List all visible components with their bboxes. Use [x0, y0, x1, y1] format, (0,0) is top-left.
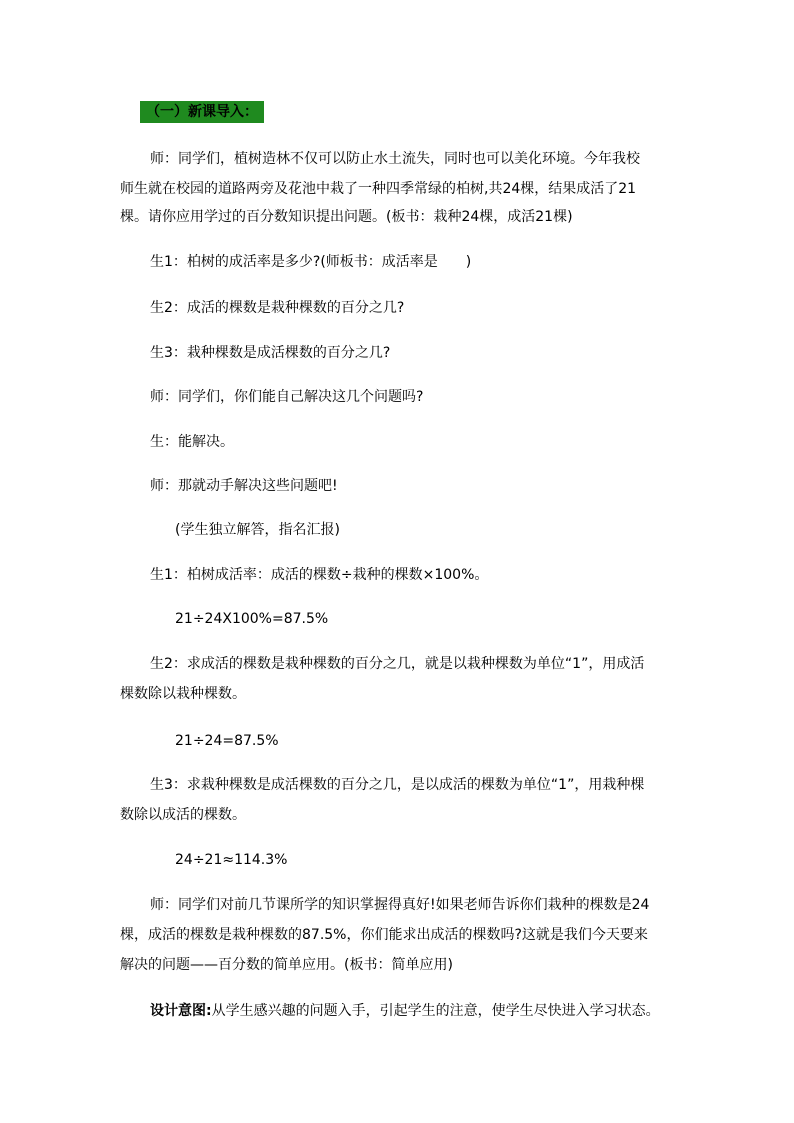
student-2-answer-line-2: 棵数除以栽种棵数。 [120, 686, 246, 702]
design-intent-text: 从学生感兴趣的问题入手，引起学生的注意，使学生尽快进入学习状态。 [211, 1003, 660, 1019]
activity-note: (学生独立解答，指名汇报) [175, 522, 340, 538]
student-2-question: 生2：成活的棵数是栽种棵数的百分之几? [150, 300, 405, 316]
student-3-answer-line-1: 生3：求栽种棵数是成活棵数的百分之几，是以成活的棵数为单位“1”，用栽种棵 [150, 777, 645, 793]
teacher-instruction: 师：那就动手解决这些问题吧! [150, 478, 338, 494]
design-intent [150, 997, 680, 1025]
student-answer: 生：能解决。 [150, 434, 234, 450]
teacher-summary-line-2: 棵，成活的棵数是栽种棵数的87.5%，你们能求出成活的棵数吗?这就是我们今天要来 [120, 927, 648, 943]
formula-1: 21÷24X100%=87.5% [175, 611, 329, 627]
teacher-summary-line-3: 解决的问题——百分数的简单应用。(板书：简单应用) [120, 957, 453, 973]
formula-2: 21÷24=87.5% [175, 733, 279, 749]
student-3-question: 生3：栽种棵数是成活棵数的百分之几? [150, 345, 391, 361]
teacher-intro-line-1: 师：同学们，植树造林不仅可以防止水土流失，同时也可以美化环境。今年我校 [150, 151, 640, 167]
teacher-question: 师：同学们，你们能自己解决这几个问题吗? [150, 389, 424, 405]
design-intent-label: 设计意图: [150, 1003, 212, 1019]
teacher-intro-line-2: 师生就在校园的道路两旁及花池中栽了一种四季常绿的柏树,共24棵，结果成活了21 [120, 181, 637, 197]
formula-3: 24÷21≈114.3% [175, 852, 288, 868]
student-1-answer: 生1：柏树成活率：成活的棵数÷栽种的棵数×100%。 [150, 567, 489, 583]
section-heading: （一）新课导入： [140, 101, 264, 123]
teacher-summary-line-1: 师：同学们对前几节课所学的知识掌握得真好!如果老师告诉你们栽种的棵数是24 [150, 897, 650, 913]
student-3-answer-line-2: 数除以成活的棵数。 [120, 807, 246, 823]
teacher-intro-line-3: 棵。请你应用学过的百分数知识提出问题。(板书：栽种24棵，成活21棵) [120, 209, 573, 225]
student-1-question: 生1：柏树的成活率是多少?(师板书：成活率是 ) [150, 254, 472, 270]
student-2-answer-line-1: 生2：求成活的棵数是栽种棵数的百分之几，就是以栽种棵数为单位“1”，用成活 [150, 656, 645, 672]
